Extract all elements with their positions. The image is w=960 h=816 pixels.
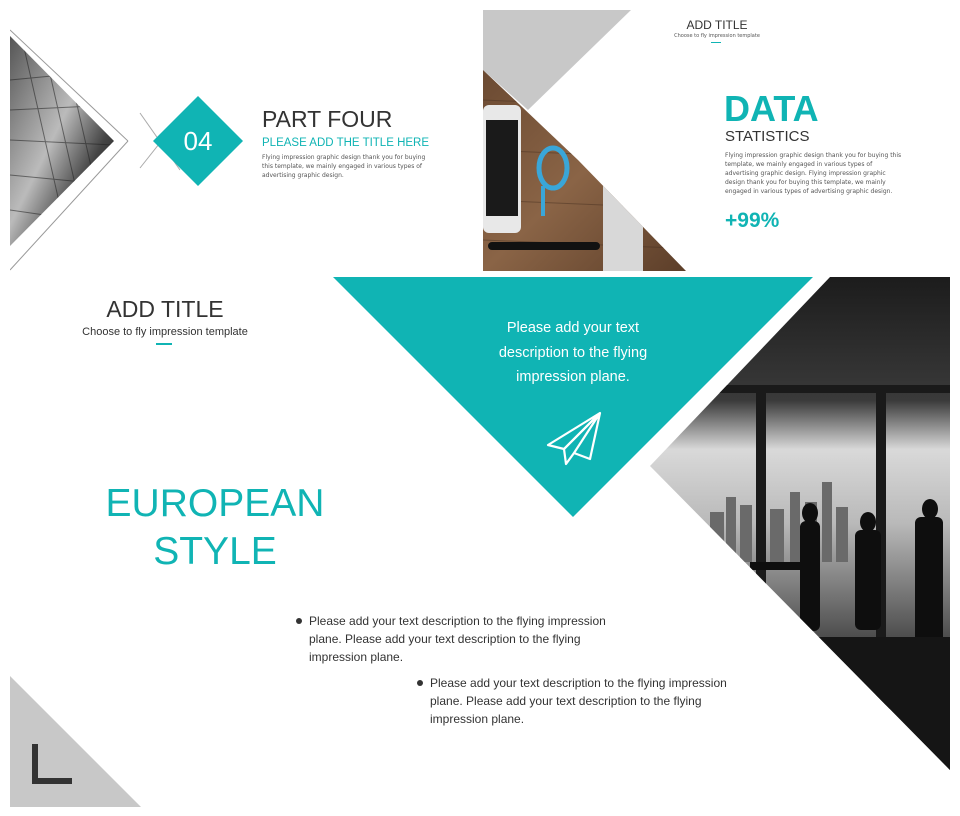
- bullet-dot: [296, 618, 302, 624]
- slide-european-style: [10, 277, 950, 807]
- gray-corner-triangle: [10, 676, 141, 807]
- part-description: Flying impression graphic design thank you for buying this template, we mainly engaged in various types of advertising graphic design.: [262, 154, 426, 179]
- paper-plane-icon: [544, 409, 604, 469]
- slide-part-four: [10, 10, 470, 272]
- corner-bracket-icon: [32, 744, 66, 778]
- bullet-text-1: Please add your text description to the flying impression plane. Please add your text description to the flying impression plane.: [309, 614, 606, 664]
- data-stat-value: +99%: [725, 209, 780, 232]
- part-number: 04: [183, 126, 213, 156]
- triangle-description: Please add your text description to the flying impression plane.: [498, 320, 648, 385]
- european-style-heading-line1: EUROPEAN: [105, 482, 325, 525]
- bullet-item-2: [417, 674, 762, 728]
- bullet-text-2: Please add your text description to the flying impression plane. Please add your text description to the flying impression plane.: [430, 676, 727, 726]
- data-header-title: ADD TITLE: [686, 18, 748, 32]
- data-statistics-title: STATISTICS: [725, 128, 810, 145]
- main-header-title: ADD TITLE: [106, 296, 224, 322]
- data-header-underline: [711, 42, 721, 43]
- part-title: PART FOUR: [262, 106, 393, 132]
- main-header-subtitle: Choose to fly impression template: [82, 326, 248, 338]
- bullet-dot: [417, 680, 423, 686]
- data-description: Flying impression graphic design thank you for buying this template, we mainly engaged in various types of advertising graphic design. Flying impression graphic design thank you for buying this template, we mainly engaged in various types of advertising graphic design.: [725, 152, 902, 195]
- main-header-underline: [156, 343, 172, 345]
- data-big-title: DATA: [724, 88, 819, 129]
- bullet-item-1: [296, 612, 636, 666]
- part-subtitle: PLEASE ADD THE TITLE HERE: [262, 137, 430, 149]
- desk-photo: [483, 10, 723, 272]
- slide-data-statistics: [483, 10, 949, 272]
- data-header-subtitle: Choose to fly impression template: [674, 33, 760, 39]
- european-style-heading-line2: STYLE: [153, 530, 277, 573]
